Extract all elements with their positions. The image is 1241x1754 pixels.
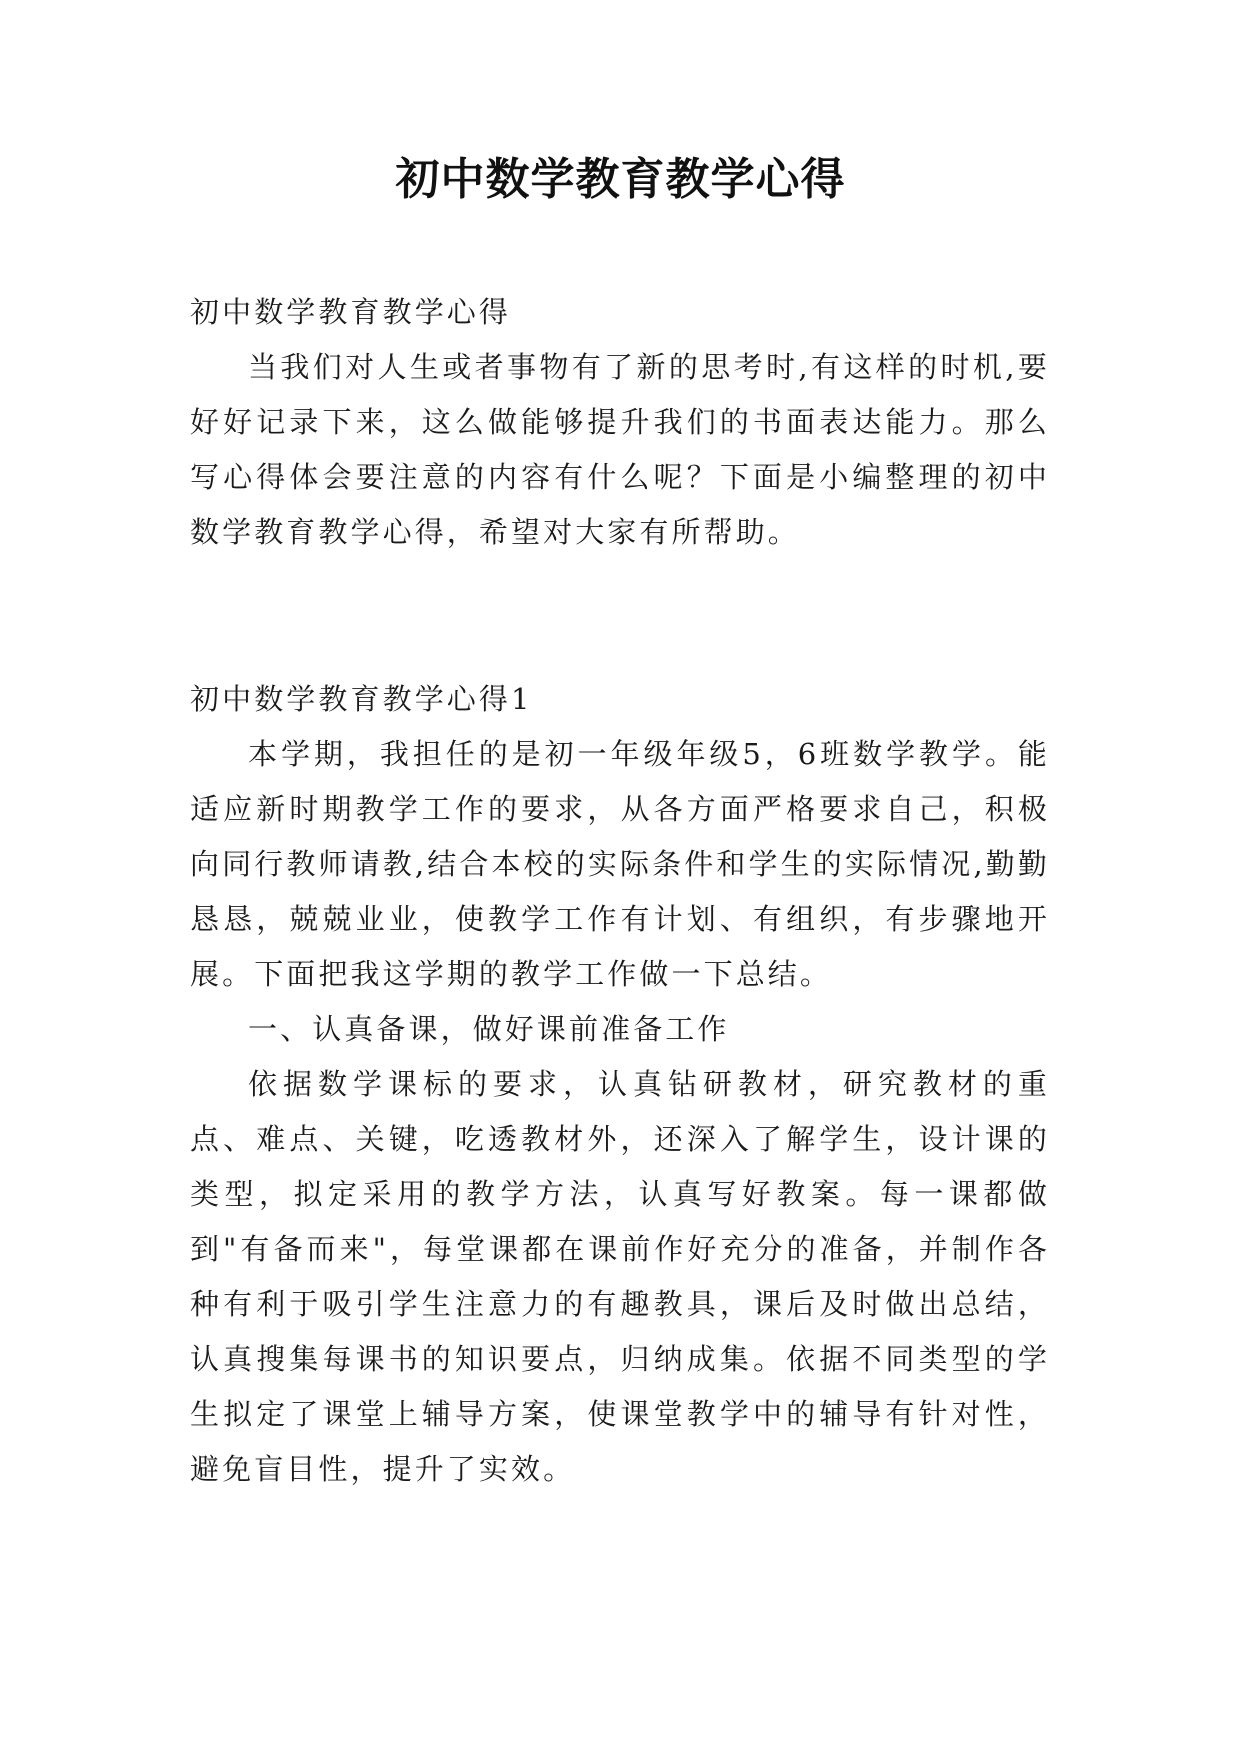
section-paragraph-1: 本学期，我担任的是初一年级年级5，6班数学教学。能适应新时期教学工作的要求，从各方面严格要求自己，积极向同行教师请教,结合本校的实际条件和学生的实际情况,勤勤恳恳，兢兢业业，使教学工作有计划、有组织，有步骤地开展。下面把我这学期的教学工作做一下总结。: [190, 737, 1050, 991]
document-body: [190, 285, 1050, 1497]
document-subtitle: 初中数学教育教学心得: [190, 295, 512, 329]
subsection-heading: 一、认真备课，做好课前准备工作: [248, 1012, 730, 1046]
intro-paragraph: 当我们对人生或者事物有了新的思考时,有这样的时机,要好好记录下来，这么做能够提升我们的书面表达能力。那么写心得体会要注意的内容有什么呢？下面是小编整理的初中数学教育教学心得，希望对大家有所帮助。: [190, 350, 1050, 549]
section-paragraph-2: 依据数学课标的要求，认真钻研教材，研究教材的重点、难点、关键，吃透教材外，还深入了解学生，设计课的类型，拟定采用的教学方法，认真写好教案。每一课都做到"有备而来"，每堂课都在课前作好充分的准备，并制作各种有利于吸引学生注意力的有趣教具，课后及时做出总结，认真搜集每课书的知识要点，归纳成集。依据不同类型的学生拟定了课堂上辅导方案，使课堂教学中的辅导有针对性，避免盲目性，提升了实效。: [190, 1067, 1050, 1486]
document-title: 初中数学教育教学心得: [395, 154, 846, 205]
section-heading: 初中数学教育教学心得1: [190, 682, 533, 716]
section-gap: [190, 560, 1050, 672]
